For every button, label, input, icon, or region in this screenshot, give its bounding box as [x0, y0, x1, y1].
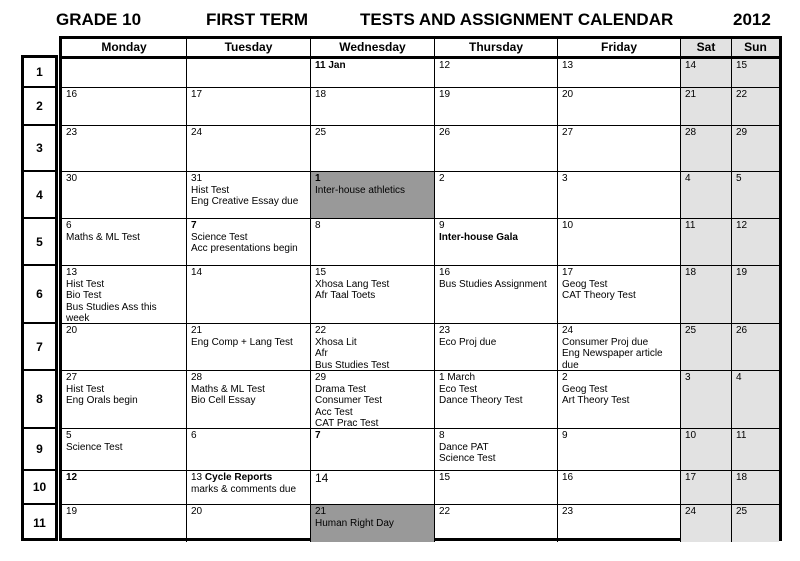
day-cell-week5-monday — [62, 218, 186, 265]
day-cell-week5-wednesday — [310, 218, 434, 265]
day-cell-week11-thursday — [434, 504, 557, 542]
event-text: Consumer Proj due — [562, 336, 649, 348]
day-cell-week5-friday — [557, 218, 680, 265]
event-text: Dance Theory Test — [439, 395, 523, 406]
day-cell-week9-monday — [62, 428, 186, 470]
day-cell-week6-monday — [62, 265, 186, 323]
date-label: 5 — [736, 173, 742, 184]
day-cell-week5-sunday — [731, 218, 779, 265]
event-text: Dance PAT — [439, 441, 489, 453]
day-cell-week8-friday — [557, 370, 680, 428]
day-cell-week2-tuesday — [186, 87, 310, 125]
day-cell-week1-tuesday — [186, 59, 310, 87]
day-header-wednesday: Wednesday — [310, 39, 434, 56]
day-cell-week3-monday — [62, 125, 186, 171]
day-cell-week2-monday — [62, 87, 186, 125]
day-cell-week4-sunday — [731, 171, 779, 218]
date-label: 4 — [685, 173, 691, 184]
event-text: Cycle Reports — [204, 472, 273, 483]
day-cell-week10-sunday — [731, 470, 779, 504]
date-label: 1 March — [439, 372, 476, 383]
event-text: Maths & ML Test — [66, 231, 140, 243]
week-number-11: 11 — [24, 503, 55, 541]
day-cell-week11-tuesday — [186, 504, 310, 542]
day-cell-week1-monday — [62, 59, 186, 87]
day-cell-week5-tuesday — [186, 218, 310, 265]
day-cell-week9-tuesday — [186, 428, 310, 470]
date-label: 8 — [315, 220, 321, 231]
day-header-friday: Friday — [557, 39, 680, 56]
day-cell-week8-wednesday — [310, 370, 434, 428]
day-cell-week8-thursday — [434, 370, 557, 428]
day-cell-week10-tuesday — [186, 470, 310, 504]
day-cell-week10-thursday — [434, 470, 557, 504]
event-text: CAT Theory Test — [562, 290, 636, 301]
week-number-2: 2 — [24, 86, 55, 124]
date-label: 10 — [562, 220, 574, 231]
date-label: 5 — [66, 430, 72, 441]
date-label: 20 — [191, 506, 203, 517]
day-header-row — [62, 39, 779, 59]
event-text: Bus Studies Assignment — [439, 278, 547, 290]
date-label: 17 — [685, 472, 697, 483]
date-label: 24 — [562, 325, 574, 336]
day-cell-week3-saturday — [680, 125, 731, 171]
date-label: 18 — [736, 472, 748, 483]
day-header-monday: Monday — [101, 40, 147, 54]
date-label: 26 — [736, 325, 748, 336]
event-text: Eng Orals begin — [66, 395, 138, 406]
week-number-1: 1 — [36, 65, 43, 79]
week-number-9: 9 — [24, 427, 55, 469]
header-grade: GRADE 10 — [56, 10, 142, 29]
day-cell-week8-saturday — [680, 370, 731, 428]
event-text: Inter-house athletics — [315, 184, 406, 196]
date-label: 19 — [66, 506, 78, 517]
date-label: 13 — [191, 472, 205, 483]
day-cell-week3-thursday — [434, 125, 557, 171]
date-label: 16 — [439, 267, 451, 278]
date-label: 16 — [562, 472, 574, 483]
date-label: 22 — [736, 89, 748, 100]
event-text: Xhosa Lang Test — [315, 278, 390, 290]
event-text: Consumer Test — [315, 395, 383, 406]
date-label: 25 — [685, 325, 697, 336]
event-text: Hist Test — [66, 278, 105, 290]
day-cell-week4-thursday — [434, 171, 557, 218]
date-label: 18 — [315, 89, 327, 100]
event-text: Acc presentations begin — [191, 243, 298, 254]
date-label: 10 — [685, 430, 697, 441]
date-label: 22 — [315, 325, 327, 336]
date-label: 16 — [66, 89, 78, 100]
day-cell-week1-thursday — [434, 59, 557, 87]
event-text: Art Theory Test — [562, 395, 630, 406]
event-text: Bus Studies Ass this week — [66, 301, 157, 323]
date-label: 24 — [685, 506, 697, 517]
date-label: 12 — [439, 60, 451, 71]
day-cell-week6-friday — [557, 265, 680, 323]
day-cell-week4-saturday — [680, 171, 731, 218]
day-cell-week11-monday — [62, 504, 186, 542]
day-header-tuesday: Tuesday — [186, 39, 310, 56]
day-cell-week6-wednesday — [310, 265, 434, 323]
event-text: Afr — [315, 348, 328, 359]
day-cell-week4-monday — [62, 171, 186, 218]
day-cell-week6-saturday — [680, 265, 731, 323]
day-cell-week6-thursday — [434, 265, 557, 323]
event-text: CAT Prac Test — [315, 418, 379, 428]
event-text: Maths & ML Test — [191, 383, 265, 395]
day-cell-week2-wednesday — [310, 87, 434, 125]
day-cell-week1-sunday — [731, 59, 779, 87]
day-cell-week7-friday — [557, 323, 680, 370]
date-label: 3 — [562, 173, 568, 184]
event-text: Geog Test — [562, 278, 608, 290]
event-text: Eng Creative Essay due — [191, 196, 299, 207]
date-label: 20 — [66, 325, 78, 336]
date-label: 21 — [685, 89, 697, 100]
date-label: 20 — [562, 89, 574, 100]
date-label: 22 — [439, 506, 451, 517]
day-header-sunday: Sun — [731, 39, 779, 56]
date-label: 6 — [66, 220, 72, 231]
event-text: Hist Test — [66, 383, 105, 395]
day-cell-week1-wednesday — [310, 59, 434, 87]
calendar-grid — [59, 36, 782, 541]
date-label: 28 — [685, 127, 697, 138]
week-number-4: 4 — [24, 170, 55, 217]
date-label: 1 — [315, 173, 321, 184]
date-label: 23 — [66, 127, 78, 138]
date-label: 9 — [562, 430, 568, 441]
date-label: 31 — [191, 173, 203, 184]
date-label: 14 — [191, 267, 203, 278]
day-cell-week8-tuesday — [186, 370, 310, 428]
event-text: marks & comments due — [191, 483, 297, 495]
event-text: Hist Test — [191, 184, 230, 196]
date-label: 27 — [66, 372, 78, 383]
event-text: Inter-house Gala — [439, 231, 518, 243]
day-cell-week6-sunday — [731, 265, 779, 323]
date-label: 3 — [685, 372, 691, 383]
event-text: Eng Comp + Lang Test — [191, 336, 293, 348]
date-label: 2 — [439, 173, 445, 184]
date-label: 7 — [315, 430, 321, 441]
date-label: 27 — [562, 127, 574, 138]
day-cell-week3-friday — [557, 125, 680, 171]
event-text: Eco Test — [439, 383, 478, 395]
day-cell-week7-wednesday — [310, 323, 434, 370]
day-cell-week2-thursday — [434, 87, 557, 125]
week-number-10: 10 — [24, 469, 55, 503]
date-label: 15 — [439, 472, 451, 483]
day-cell-week5-thursday — [434, 218, 557, 265]
date-label: 25 — [315, 127, 327, 138]
day-cell-week3-wednesday — [310, 125, 434, 171]
date-label: 17 — [191, 89, 203, 100]
date-label: 30 — [66, 173, 78, 184]
date-label: 21 — [191, 325, 203, 336]
day-cell-week5-saturday — [680, 218, 731, 265]
day-cell-week10-friday — [557, 470, 680, 504]
day-cell-week4-friday — [557, 171, 680, 218]
day-cell-week1-saturday — [680, 59, 731, 87]
event-text: Science Test — [191, 231, 248, 243]
event-text: Bio Test — [66, 290, 102, 301]
event-text: Acc Test — [315, 406, 353, 418]
event-text: Geog Test — [562, 383, 608, 395]
event-text: Xhosa Lit — [315, 336, 357, 348]
day-cell-week10-monday — [62, 470, 186, 504]
date-label: 6 — [191, 430, 197, 441]
day-cell-week11-friday — [557, 504, 680, 542]
week-number-8: 8 — [24, 369, 55, 427]
event-text: Bus Studies Test — [315, 359, 390, 370]
date-label: 14 — [315, 471, 329, 485]
day-cell-week4-wednesday — [310, 171, 434, 218]
day-cell-week9-friday — [557, 428, 680, 470]
day-cell-week2-friday — [557, 87, 680, 125]
date-label: 24 — [191, 127, 203, 138]
date-label: 19 — [736, 267, 748, 278]
page-title: TESTS AND ASSIGNMENT CALENDAR — [360, 10, 674, 29]
day-cell-week9-thursday — [434, 428, 557, 470]
day-cell-week4-tuesday — [186, 171, 310, 218]
date-label: 12 — [66, 472, 78, 483]
day-header-thursday: Thursday — [434, 39, 557, 56]
date-label: 13 — [66, 267, 78, 278]
day-cell-week7-thursday — [434, 323, 557, 370]
date-label: 21 — [315, 506, 327, 517]
day-cell-week1-friday — [557, 59, 680, 87]
day-cell-week8-sunday — [731, 370, 779, 428]
date-label — [191, 472, 310, 484]
date-label: 4 — [736, 372, 742, 383]
date-label: 11 — [736, 430, 747, 441]
date-label: 2 — [562, 372, 568, 383]
date-label: 7 — [191, 220, 197, 231]
date-label: 11 — [685, 220, 696, 231]
day-cell-week3-tuesday — [186, 125, 310, 171]
day-cell-week7-saturday — [680, 323, 731, 370]
date-label: 23 — [562, 506, 574, 517]
day-cell-week11-sunday — [731, 504, 779, 542]
date-label: 15 — [315, 267, 327, 278]
day-cell-week7-monday — [62, 323, 186, 370]
date-label: 14 — [685, 60, 697, 71]
day-cell-week7-tuesday — [186, 323, 310, 370]
date-label: 19 — [439, 89, 451, 100]
date-label: 13 — [562, 60, 574, 71]
day-cell-week11-wednesday — [310, 504, 434, 542]
date-label: 18 — [685, 267, 697, 278]
day-cell-week10-saturday — [680, 470, 731, 504]
week-number-7: 7 — [24, 322, 55, 369]
date-label: 28 — [191, 372, 203, 383]
date-label: 29 — [736, 127, 748, 138]
day-cell-week7-sunday — [731, 323, 779, 370]
header-year: 2012 — [733, 10, 771, 29]
event-text: Afr Taal Toets — [315, 290, 376, 301]
date-label: 26 — [439, 127, 451, 138]
event-text: Eco Proj due — [439, 336, 497, 348]
day-cell-week11-saturday — [680, 504, 731, 542]
date-label: 17 — [562, 267, 574, 278]
day-cell-week2-saturday — [680, 87, 731, 125]
week-number-column — [21, 55, 58, 541]
date-label: 8 — [439, 430, 445, 441]
header-term: FIRST TERM — [206, 10, 308, 29]
date-label: 15 — [736, 60, 748, 71]
date-label: 29 — [315, 372, 327, 383]
event-text: Science Test — [66, 441, 123, 453]
date-label: 12 — [736, 220, 748, 231]
day-cell-week6-tuesday — [186, 265, 310, 323]
date-label: 9 — [439, 220, 445, 231]
date-label: 11 Jan — [315, 60, 346, 71]
event-text: Science Test — [439, 453, 496, 464]
event-text: Human Right Day — [315, 517, 394, 529]
week-number-5: 5 — [24, 217, 55, 264]
event-text: Bio Cell Essay — [191, 395, 256, 406]
event-text: Drama Test — [315, 383, 366, 395]
day-cell-week3-sunday — [731, 125, 779, 171]
day-cell-week9-wednesday — [310, 428, 434, 470]
day-header-saturday: Sat — [680, 39, 731, 56]
date-label: 25 — [736, 506, 748, 517]
week-number-6: 6 — [24, 264, 55, 322]
day-cell-week8-monday — [62, 370, 186, 428]
week-number-3: 3 — [24, 124, 55, 170]
day-cell-week9-sunday — [731, 428, 779, 470]
event-text: Eng Newspaper article due — [562, 348, 663, 370]
day-cell-week2-sunday — [731, 87, 779, 125]
day-cell-week9-saturday — [680, 428, 731, 470]
day-cell-week10-wednesday — [310, 470, 434, 504]
date-label: 23 — [439, 325, 451, 336]
